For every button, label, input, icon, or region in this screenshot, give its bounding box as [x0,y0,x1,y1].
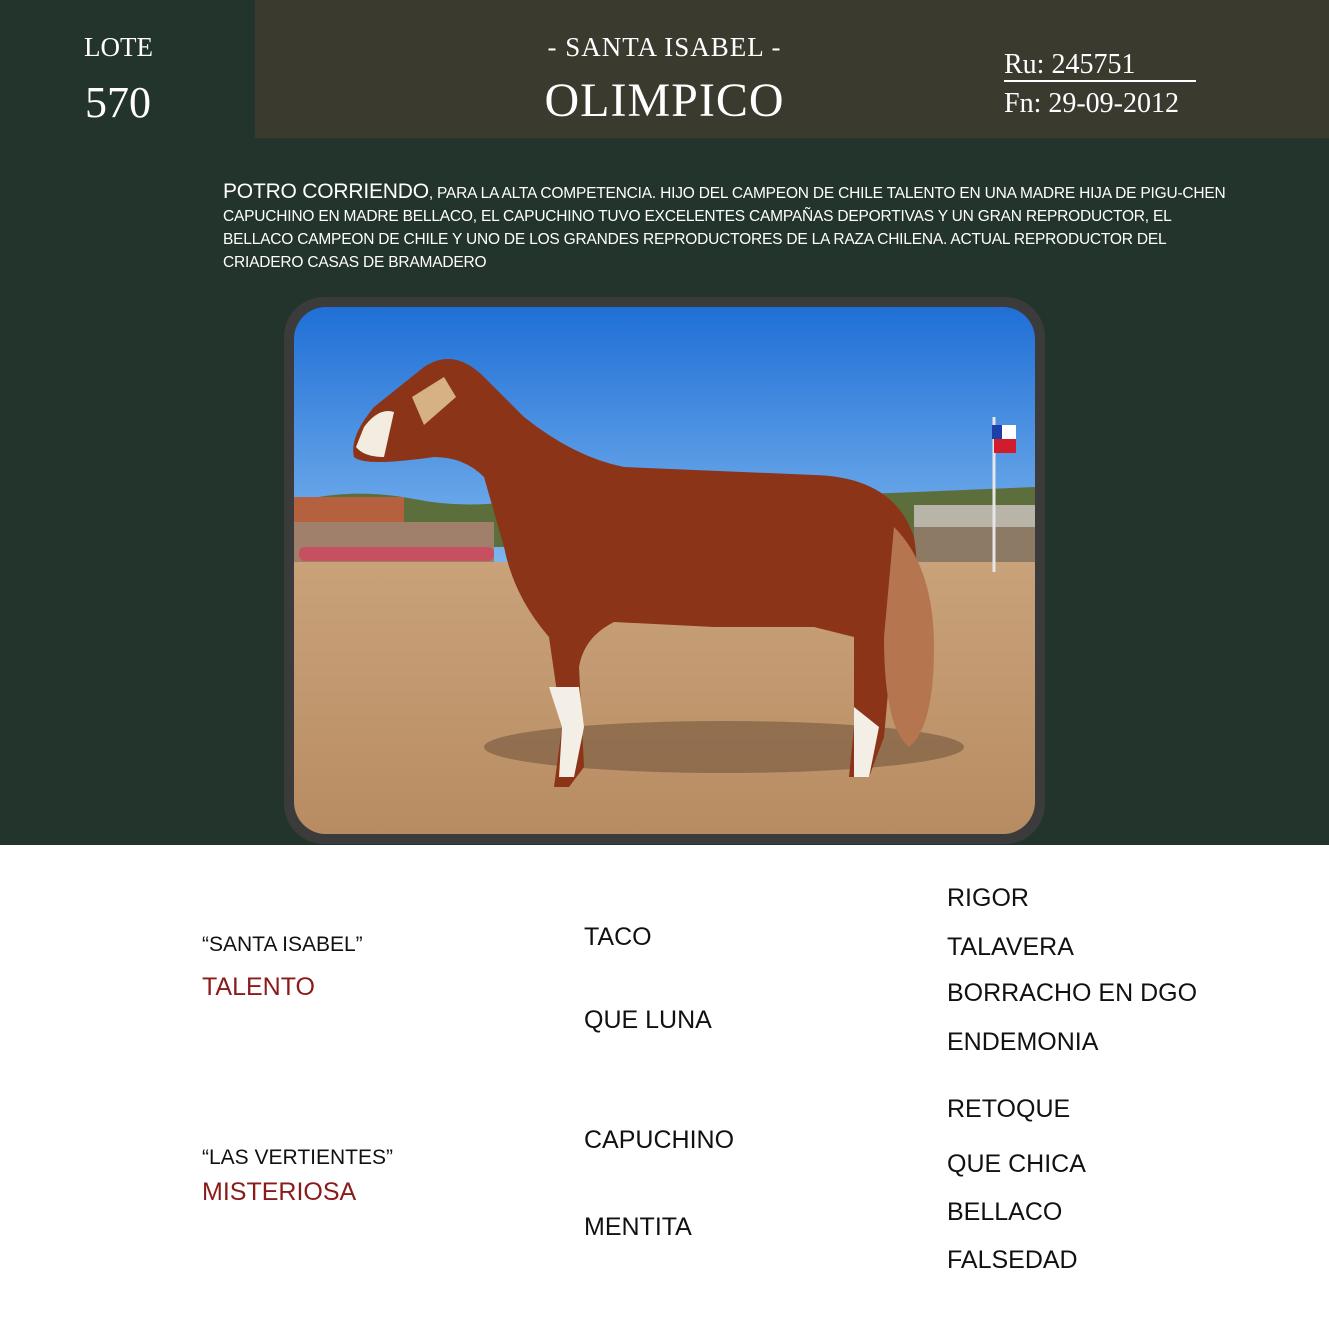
horse-photo [294,307,1035,834]
sire-name: TALENTO [202,973,315,1001]
great-grandparent-4: ENDEMONIA [947,1028,1099,1056]
sire-farm: “SANTA ISABEL” [202,933,363,956]
dam-name: MISTERIOSA [202,1178,357,1206]
great-grandparent-2: TALAVERA [947,933,1074,961]
description [223,180,1243,274]
grandparent-2: QUE LUNA [584,1006,712,1034]
great-grandparent-6: QUE CHICA [947,1150,1086,1178]
photo-frame [284,297,1045,844]
dam-farm: “LAS VERTIENTES” [202,1146,393,1169]
horse-name: OLIMPICO [544,74,785,127]
grandparent-4: MENTITA [584,1213,692,1241]
great-grandparent-3: BORRACHO EN DGO [947,979,1198,1007]
lote-label: LOTE [84,32,153,62]
great-grandparent-1: RIGOR [947,884,1029,912]
lote-number: 570 [85,78,151,127]
great-grandparent-5: RETOQUE [947,1095,1071,1123]
description-text: , PARA LA ALTA COMPETENCIA. HIJO DEL CAMPEON DE CHILE TALENTO EN UNA MADRE HIJA DE PIGU-CHEN CAPUCHINO EN MADRE BELLACO, EL CAPUCHINO TUVO EXCELENTES CAMPAÑAS DEPORTIVAS Y UN GRAN REPRODUCTOR, EL BELLACO CAMPEON DE CHILE Y UNO DE LOS GRANDES REPRODUCTORES DE LA RAZA CHILENA. ACTUAL REPRODUCTOR DEL CRIADERO CASAS DE BRAMADERO [223,185,1226,271]
breeder-name: - SANTA ISABEL - [547,32,782,62]
description-lead: POTRO CORRIENDO [223,180,429,203]
grandparent-1: TACO [584,923,652,951]
grandparent-3: CAPUCHINO [584,1126,735,1154]
great-grandparent-8: FALSEDAD [947,1246,1078,1274]
great-grandparent-7: BELLACO [947,1198,1063,1226]
registration-number: Ru: 245751 [1004,50,1196,82]
birth-date: Fn: 29-09-2012 [1004,88,1179,119]
